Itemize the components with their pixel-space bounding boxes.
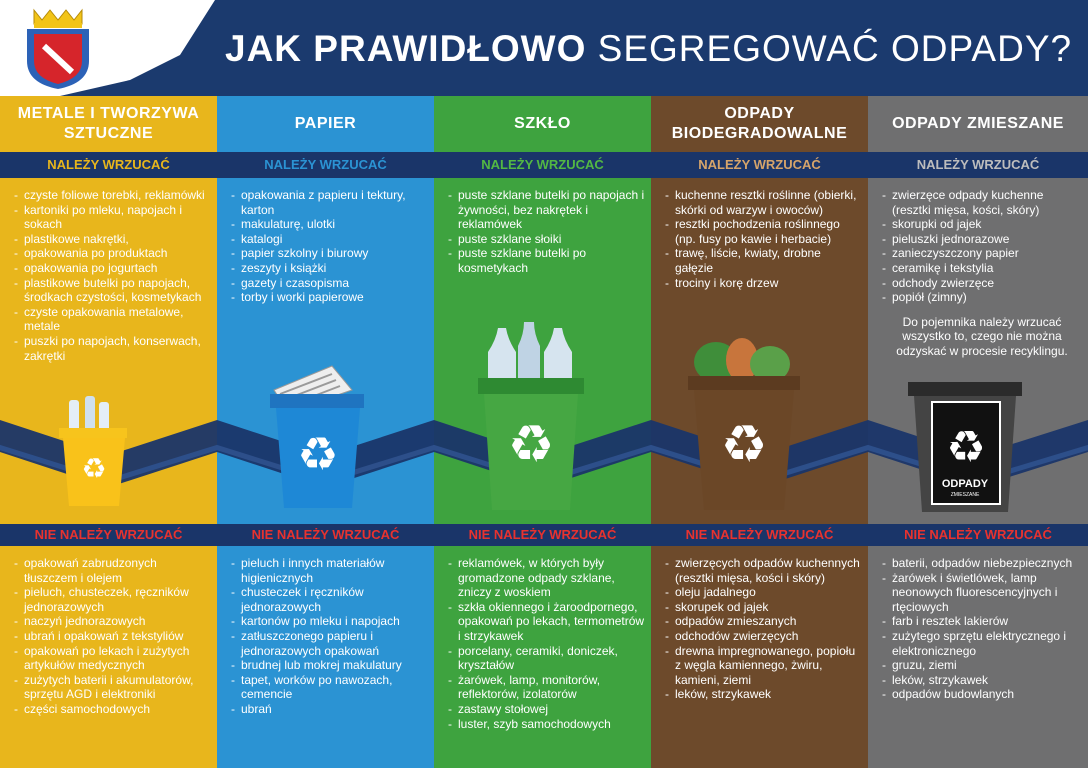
list-item: - opakowania po jogurtach [14, 261, 211, 276]
no-list [14, 556, 211, 717]
list-item: - kartonów po mleku i napojach [231, 614, 428, 629]
yes-list [448, 188, 645, 276]
list-item: - odpadów budowlanych [882, 687, 1082, 702]
yes-list [231, 188, 428, 305]
yes-label: NALEŻY WRZUCAĆ [434, 152, 651, 178]
list-item: - części samochodowych [14, 702, 211, 717]
list-item: - żarówek i świetlówek, lamp neonowych fluorescencyjnych i rtęciowych [882, 571, 1082, 615]
list-item: - czyste opakowania metalowe, metale [14, 305, 211, 334]
list-item: - puszki po napojach, konserwach, zakrętki [14, 334, 211, 363]
list-item: - oleju jadalnego [665, 585, 862, 600]
bin-sublabel: ZMIESZANE [950, 492, 980, 498]
list-item: - chusteczek i ręczników jednorazowych [231, 585, 428, 614]
list-item: - brudnej lub mokrej makulatury [231, 658, 428, 673]
yes-label: NALEŻY WRZUCAĆ [868, 152, 1088, 178]
list-item: - kartoniki po mleku, napojach i sokach [14, 203, 211, 232]
yes-list [14, 188, 211, 363]
list-item: - puste szklane butelki po napojach i żywności, bez nakrętek i reklamówek [448, 188, 645, 232]
list-item: - porcelany, ceramiki, doniczek, kryształów [448, 644, 645, 673]
list-item: - makulaturę, ulotki [231, 217, 428, 232]
yes-list [882, 188, 1082, 359]
no-label: NIE NALEŻY WRZUCAĆ [868, 524, 1088, 546]
list-item: - resztki pochodzenia roślinnego (np. fusy po kawie i herbacie) [665, 217, 862, 246]
list-item: - kuchenne resztki roślinne (obierki, skórki od warzyw i owoców) [665, 188, 862, 217]
title-light: SEGREGOWAĆ ODPADY? [597, 28, 1073, 69]
green-bin-icon [478, 322, 586, 512]
list-item: - zwierzęce odpady kuchenne (resztki mięsa, kości, skóry) [882, 188, 1082, 217]
list-item: - trawę, liście, kwiaty, drobne gałęzie [665, 246, 862, 275]
page-title [225, 28, 1072, 70]
list-item: - leków, strzykawek [882, 673, 1082, 688]
list-item: - opakowań zabrudzonych tłuszczem i olejem [14, 556, 211, 585]
list-item: - farb i resztek lakierów [882, 614, 1082, 629]
list-item: - zużytych baterii i akumulatorów, sprzętu AGD i elektroniki [14, 673, 211, 702]
mixed-note: Do pojemnika należy wrzucać wszystko to, czego nie można odzyskać w procesie recyklingu. [896, 314, 1068, 358]
blue-bin-icon [268, 360, 368, 510]
list-item: - czyste foliowe torebki, reklamówki [14, 188, 211, 203]
list-item: - zwierzęcych odpadów kuchennych (resztki mięsa, kości i skóry) [665, 556, 862, 585]
list-item: - odchodów zwierzęcych [665, 629, 862, 644]
list-item: - odchody zwierzęce [882, 276, 1082, 291]
list-item: - zeszyty i książki [231, 261, 428, 276]
no-list [231, 556, 428, 717]
no-list [665, 556, 862, 702]
yes-list [665, 188, 862, 290]
yes-label: NALEŻY WRZUCAĆ [651, 152, 868, 178]
list-item: - szkła okiennego i żaroodpornego, opakowań po lekach, termometrów i strzykawek [448, 600, 645, 644]
svg-text:♻: ♻ [720, 415, 768, 475]
list-item: - leków, strzykawek [665, 687, 862, 702]
brown-bin-icon [688, 336, 800, 512]
list-item: - zanieczyszczony papier [882, 246, 1082, 261]
list-item: - zatłuszczonego papieru i jednorazowych opakowań [231, 629, 428, 658]
list-item: - ubrań i opakowań z tekstyliów [14, 629, 211, 644]
list-item: - tapet, worków po nawozach, cemencie [231, 673, 428, 702]
list-item: - gruzu, ziemi [882, 658, 1082, 673]
list-item: - zastawy stołowej [448, 702, 645, 717]
list-item: - plastikowe nakrętki, [14, 232, 211, 247]
list-item: - gazety i czasopisma [231, 276, 428, 291]
no-list [448, 556, 645, 731]
list-item: - ceramikę i tekstylia [882, 261, 1082, 276]
list-item: - pieluch, chusteczek, ręczników jednorazowych [14, 585, 211, 614]
list-item: - popiół (zimny) [882, 290, 1082, 305]
list-item: - puste szklane butelki po kosmetykach [448, 246, 645, 275]
list-item: - pieluszki jednorazowe [882, 232, 1082, 247]
list-item: - żarówek, lamp, monitorów, reflektorów, izolatorów [448, 673, 645, 702]
svg-text:♻: ♻ [81, 452, 107, 485]
no-list [882, 556, 1082, 702]
svg-text:♻: ♻ [507, 415, 555, 475]
list-item: - puste szklane słoiki [448, 232, 645, 247]
list-item: - trociny i korę drzew [665, 276, 862, 291]
column-title: PAPIER [294, 115, 357, 132]
list-item: - papier szkolny i biurowy [231, 246, 428, 261]
title-bold: JAK PRAWIDŁOWO [225, 28, 587, 69]
list-item: - baterii, odpadów niebezpiecznych [882, 556, 1082, 571]
list-item: - skorupki od jajek [882, 217, 1082, 232]
yellow-bin-icon [55, 396, 133, 508]
svg-text:♻: ♻ [946, 422, 986, 473]
no-label: NIE NALEŻY WRZUCAĆ [0, 524, 217, 546]
list-item: - torby i worki papierowe [231, 290, 428, 305]
column-title: SZKŁO [514, 115, 571, 132]
list-item: - zużytego sprzętu elektrycznego i elektronicznego [882, 629, 1082, 658]
list-item: - opakowania z papieru i tektury, karton [231, 188, 428, 217]
list-item: - pieluch i innych materiałów higienicznych [231, 556, 428, 585]
list-item: - opakowań po lekach i zużytych artykułów medycznych [14, 644, 211, 673]
column-title: ODPADY ZMIESZANE [892, 115, 1064, 132]
header [0, 0, 1088, 96]
bin-label: ODPADY [941, 478, 989, 490]
list-item: - luster, szyb samochodowych [448, 717, 645, 732]
svg-text:♻: ♻ [297, 427, 339, 481]
list-item: - naczyń jednorazowych [14, 614, 211, 629]
column-title: METALE I TWORZYWA SZTUCZNE [17, 105, 200, 142]
yes-label: NALEŻY WRZUCAĆ [217, 152, 434, 178]
no-label: NIE NALEŻY WRZUCAĆ [434, 524, 651, 546]
list-item: - katalogi [231, 232, 428, 247]
list-item: - odpadów zmieszanych [665, 614, 862, 629]
list-item: - reklamówek, w których były gromadzone odpady szklane, zniczy z woskiem [448, 556, 645, 600]
list-item: - opakowania po produktach [14, 246, 211, 261]
coat-of-arms-logo [20, 6, 96, 92]
column-title: ODPADY BIODEGRADOWALNE [671, 105, 848, 142]
yes-label: NALEŻY WRZUCAĆ [0, 152, 217, 178]
no-label: NIE NALEŻY WRZUCAĆ [217, 524, 434, 546]
list-item: - drewna impregnowanego, popiołu z węgla kamiennego, żwiru, kamieni, ziemi [665, 644, 862, 688]
list-item: - ubrań [231, 702, 428, 717]
list-item: - plastikowe butelki po napojach, środkach czystości, kosmetykach [14, 276, 211, 305]
no-label: NIE NALEŻY WRZUCAĆ [651, 524, 868, 546]
list-item: - skorupek od jajek [665, 600, 862, 615]
